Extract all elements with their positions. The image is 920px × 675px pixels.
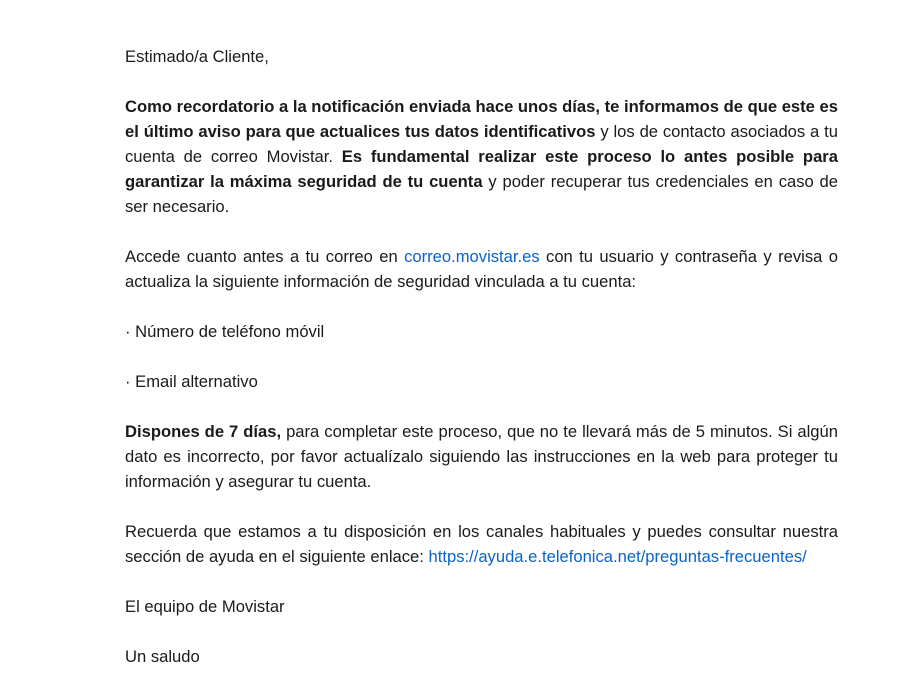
bullet-mobile-phone: · Número de teléfono móvil [125, 322, 325, 341]
security-bold-text: Es fundamental realizar este proceso lo antes posible para garantizar la máxima seguridad de tu cuenta [125, 147, 838, 191]
access-text-continued: con tu usuario y contraseña y revisa o actualiza la siguiente información de seguridad vinculada a tu cuenta: [125, 247, 838, 291]
deadline-text: para completar este proceso, que no te llevará más de 5 minutos. Si algún dato es incorrecto, por favor actualízalo siguiendo las instrucciones en la web para proteger tu información y asegurar tu cuenta. [125, 422, 838, 491]
signature: El equipo de Movistar [125, 597, 285, 616]
bullet-alternative-email: · Email alternativo [125, 372, 258, 391]
access-text: Accede cuanto antes a tu correo en [125, 247, 405, 266]
reminder-bold-text: Como recordatorio a la notificación enviada hace unos días, te informamos de que este es el último aviso para que actualices tus datos identificativos [125, 97, 838, 141]
help-faq-link[interactable]: https://ayuda.e.telefonica.net/preguntas-frecuentes/ [428, 547, 807, 566]
reminder-text: y los de contacto asociados a tu cuenta de correo Movistar. [125, 122, 838, 166]
closing: Un saludo [125, 647, 200, 666]
help-text: Recuerda que estamos a tu disposición en los canales habituales y puedes consultar nuestra sección de ayuda en el siguiente enlace: [125, 522, 838, 566]
deadline-bold-text: Dispones de 7 días, [125, 422, 282, 441]
paragraph-reminder [125, 94, 838, 219]
email-body [125, 44, 838, 669]
greeting: Estimado/a Cliente, [125, 47, 269, 66]
recovery-text: y poder recuperar tus credenciales en caso de ser necesario. [125, 172, 839, 216]
movistar-mail-link[interactable]: correo.movistar.es [404, 247, 540, 266]
paragraph-access [125, 244, 838, 294]
paragraph-deadline [125, 419, 838, 494]
paragraph-help [125, 519, 838, 569]
